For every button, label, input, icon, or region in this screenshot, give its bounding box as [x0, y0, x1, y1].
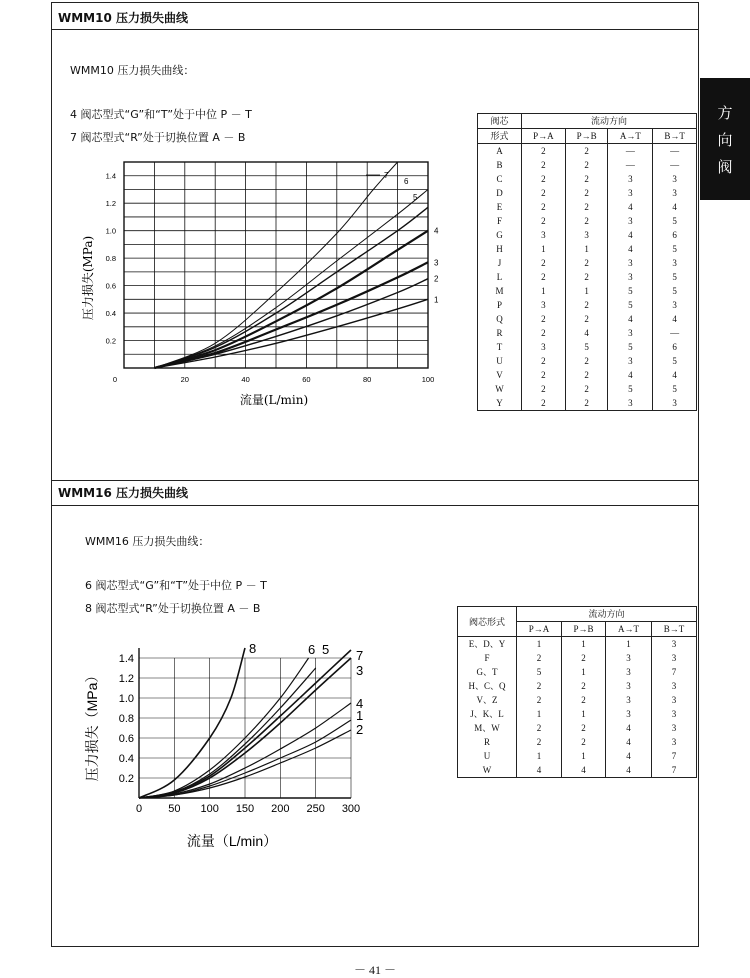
curve-number-cell: 2 [517, 651, 562, 665]
spool-type-cell: M [495, 286, 504, 296]
curve-number-cell: 3 [608, 214, 653, 228]
curve-number-cell: 3 [605, 707, 651, 721]
table-row [478, 214, 697, 228]
curve-number-cell: 2 [562, 693, 606, 707]
table-row [458, 735, 697, 749]
note-line: 4 阀芯型式“G”和“T”处于中位 P － T [70, 108, 252, 121]
curve-number-cell: 2 [562, 735, 606, 749]
curve-number-cell: 3 [651, 721, 696, 735]
curve-number-cell: 3 [651, 693, 696, 707]
curve-number-cell: 3 [605, 693, 651, 707]
y-tick-label: 0.4 [105, 309, 116, 319]
y-tick-label: 1.4 [118, 653, 134, 665]
x-tick-label: 40 [241, 375, 250, 384]
curve-number-cell: 4 [605, 721, 651, 735]
spool-type-cell: H [496, 244, 503, 254]
curve-number-cell: 1 [562, 749, 606, 763]
curve-number-cell: 2 [517, 735, 562, 749]
curve-number-cell: 6 [653, 340, 697, 354]
table-row [478, 186, 697, 200]
table-row [478, 256, 697, 270]
curve-number-cell: 3 [522, 298, 566, 312]
curve-number-cell: 4 [608, 368, 653, 382]
curve-number-cell: 2 [565, 354, 608, 368]
curve-number-cell: 4 [605, 749, 651, 763]
curve-number-cell: 2 [522, 368, 566, 382]
curve-number-cell: 5 [653, 270, 697, 284]
curve-number-cell: 2 [522, 144, 566, 159]
y-axis-label: 压力损失（MPa） [84, 668, 100, 782]
table-row [478, 354, 697, 368]
curve-number-cell: 5 [565, 340, 608, 354]
curve-number-cell: 2 [565, 214, 608, 228]
table-row [478, 312, 697, 326]
curve-number-cell: 6 [653, 228, 697, 242]
table-row [458, 707, 697, 721]
curve-label-1: 1 [356, 708, 364, 723]
curve-number-cell: 2 [522, 270, 566, 284]
curve-number-cell: 5 [608, 298, 653, 312]
curve-number-cell: 1 [605, 637, 651, 652]
curve-number-cell: — [653, 158, 697, 172]
section-heading: WMM16 压力损失曲线： [85, 535, 210, 548]
y-tick-label: 0.2 [118, 773, 134, 785]
table-row [458, 763, 697, 778]
curve-number-cell: 4 [608, 242, 653, 256]
y-tick-label: 0.6 [118, 733, 134, 745]
curve-number-cell: 3 [653, 172, 697, 186]
spool-type-cell: G [496, 230, 503, 240]
curve-number-cell: 3 [608, 256, 653, 270]
y-tick-label: 1.2 [105, 199, 116, 209]
page-number: － 41 － [353, 963, 396, 977]
curve-number-cell: 2 [522, 396, 566, 411]
curve-number-cell: 2 [522, 326, 566, 340]
table-row [478, 326, 697, 340]
curve-number-cell: 5 [653, 214, 697, 228]
x-tick-label: 200 [271, 803, 290, 815]
curve-number-cell: 2 [565, 144, 608, 159]
curve-number-cell: — [653, 144, 697, 159]
curve-number-cell: 4 [608, 200, 653, 214]
table-row [458, 721, 697, 735]
spool-type-cell: M、W [474, 723, 500, 733]
side-tab-char: 方 [717, 103, 733, 122]
curve-number-cell: 3 [605, 679, 651, 693]
y-tick-label: 0.4 [118, 753, 134, 765]
side-tab [700, 78, 750, 200]
curve-number-cell: 3 [565, 228, 608, 242]
table-row [458, 749, 697, 763]
curve-label-2: 2 [434, 274, 439, 284]
curve-number-cell: 4 [565, 326, 608, 340]
note-line: 8 阀芯型式“R”处于切换位置 A － B [85, 602, 261, 615]
spool-type-cell: L [496, 272, 503, 282]
curve-number-cell: 1 [562, 637, 606, 652]
spool-type-cell: R [483, 737, 490, 747]
y-tick-label: 0.8 [118, 713, 134, 725]
y-tick-label: 1.4 [105, 171, 116, 181]
curve-number-cell: 5 [653, 382, 697, 396]
table-header: 形式 [478, 129, 522, 144]
curve-label-3: 3 [434, 258, 439, 268]
curve-number-cell: 2 [565, 186, 608, 200]
table-row [478, 396, 697, 411]
x-tick-label: 60 [302, 375, 311, 384]
curve-number-cell: 4 [653, 200, 697, 214]
curve-number-cell: 7 [651, 749, 696, 763]
table-header: A→T [608, 129, 653, 144]
x-tick-label: 150 [235, 803, 255, 815]
table-row [458, 679, 697, 693]
table-header: 阀芯 [478, 114, 522, 129]
x-tick-label: 300 [341, 803, 361, 815]
curve-label-4: 4 [356, 696, 364, 711]
curve-number-cell: 4 [653, 312, 697, 326]
spool-type-cell: V、Z [476, 695, 498, 705]
curve-number-cell: 2 [565, 158, 608, 172]
curve-number-cell: 3 [651, 651, 696, 665]
spool-type-cell: T [496, 342, 503, 352]
curve-number-cell: 3 [653, 256, 697, 270]
x-tick-label: 0 [135, 803, 143, 815]
table-header: A→T [605, 622, 651, 637]
table-row [478, 270, 697, 284]
table-header: P→B [565, 129, 608, 144]
curve-number-cell: 2 [562, 651, 606, 665]
curve-number-cell: 3 [605, 665, 651, 679]
curve-number-cell: 3 [522, 340, 566, 354]
spool-type-cell: J、K、L [470, 709, 504, 719]
table-header: B→T [651, 622, 696, 637]
table-header: P→A [517, 622, 562, 637]
curve-number-cell: 2 [522, 382, 566, 396]
curve-label-4: 4 [434, 226, 439, 236]
curve-number-cell: 4 [605, 735, 651, 749]
x-tick-label: 100 [200, 803, 219, 815]
curve-number-cell: 2 [517, 679, 562, 693]
curve-number-cell: 1 [562, 707, 606, 721]
curve-number-cell: — [653, 326, 697, 340]
section-heading: WMM10 压力损失曲线： [70, 64, 195, 77]
y-axis-label: 压力损失(MPa) [81, 235, 95, 321]
y-tick-label: 1.0 [105, 226, 116, 236]
x-axis-label: 流量（L/min） [186, 833, 278, 849]
curve-number-cell: 3 [651, 707, 696, 721]
curve-number-cell: 2 [522, 312, 566, 326]
section-divider [51, 29, 699, 30]
note-line: 7 阀芯型式“R”处于切换位置 A － B [70, 131, 246, 144]
curve-number-cell: 2 [565, 270, 608, 284]
curve-number-cell: 1 [522, 284, 566, 298]
curve-number-cell: 5 [517, 665, 562, 679]
curve-label-5: 5 [413, 193, 418, 202]
y-tick-label: 0.6 [105, 281, 116, 291]
spool-type-cell: V [496, 370, 503, 380]
section-title: WMM10 压力损失曲线 [58, 11, 188, 25]
x-tick-label: 20 [180, 375, 189, 384]
curve-label-2: 2 [356, 722, 364, 737]
table-row [458, 651, 697, 665]
curve-number-cell: 5 [608, 284, 653, 298]
section-divider [51, 505, 699, 506]
curve-number-cell: 1 [565, 284, 608, 298]
spool-type-cell: G、T [476, 667, 498, 677]
curve-number-cell: 3 [608, 172, 653, 186]
curve-label-6: 6 [308, 642, 316, 657]
curve-number-cell: 3 [651, 637, 696, 652]
curve-number-cell: 3 [608, 396, 653, 411]
y-tick-label: 0.2 [105, 336, 116, 346]
curve-number-cell: 2 [522, 158, 566, 172]
section-divider [51, 480, 699, 481]
curve-number-cell: 3 [651, 679, 696, 693]
curve-number-cell: 2 [517, 721, 562, 735]
curve-number-cell: 2 [565, 200, 608, 214]
curve-number-cell: 1 [562, 665, 606, 679]
curve-label-6: 6 [404, 177, 409, 186]
x-axis-label: 流量(L/min) [239, 393, 309, 407]
curve-number-cell: 5 [608, 382, 653, 396]
curve-number-cell: 1 [517, 637, 562, 652]
spool-type-cell: B [496, 160, 503, 170]
curve-number-cell: 1 [565, 242, 608, 256]
curve-number-cell: 1 [517, 749, 562, 763]
curve-number-cell: — [608, 158, 653, 172]
table-row [458, 693, 697, 707]
table-row [478, 158, 697, 172]
table-row [478, 340, 697, 354]
curve-number-cell: 4 [608, 228, 653, 242]
spool-type-cell: E、D、Y [468, 639, 506, 649]
y-tick-label: 1.0 [118, 693, 134, 705]
curve-number-cell: 2 [565, 312, 608, 326]
curve-number-cell: 4 [605, 763, 651, 778]
wmm16-spec-table [457, 606, 697, 778]
y-tick-label: 1.2 [118, 673, 134, 685]
curve-number-cell: 2 [517, 693, 562, 707]
curve-number-cell: 7 [651, 763, 696, 778]
curve-number-cell: 3 [653, 298, 697, 312]
x-tick-label: 50 [168, 803, 181, 815]
note-line: 6 阀芯型式“G”和“T”处于中位 P － T [85, 579, 267, 592]
table-row [478, 172, 697, 186]
table-header: P→A [522, 129, 566, 144]
table-row [478, 144, 697, 159]
spool-type-cell: Y [496, 398, 503, 408]
curve-number-cell: 5 [608, 340, 653, 354]
spool-type-cell: R [496, 328, 503, 338]
curve-label-8: 8 [249, 641, 257, 656]
curve-number-cell: 1 [517, 707, 562, 721]
spool-type-cell: F [484, 653, 490, 663]
section-title: WMM16 压力损失曲线 [58, 486, 188, 500]
curve-number-cell: 3 [608, 354, 653, 368]
curve-number-cell: 2 [522, 256, 566, 270]
curve-number-cell: 3 [608, 186, 653, 200]
curve-number-cell: 2 [565, 172, 608, 186]
curve-label-3: 3 [356, 663, 364, 678]
curve-number-cell: 3 [522, 228, 566, 242]
spool-type-cell: Q [496, 314, 503, 324]
curve-label-7: 7 [356, 648, 364, 663]
x-tick-label: 80 [363, 375, 372, 384]
curve-number-cell: 2 [522, 186, 566, 200]
spool-type-cell: W [495, 384, 504, 394]
x-tick-label: 100 [421, 375, 435, 384]
x-tick-label: 0 [112, 375, 118, 384]
table-header: 流动方向 [517, 607, 697, 622]
spool-type-cell: P [496, 300, 502, 310]
spool-type-cell: C [496, 174, 503, 184]
spool-type-cell: F [496, 216, 502, 226]
curve-label-1: 1 [434, 295, 439, 305]
side-tab-char: 向 [717, 130, 733, 149]
table-row [458, 637, 697, 652]
curve-number-cell: 1 [522, 242, 566, 256]
curve-number-cell: 2 [565, 382, 608, 396]
curve-number-cell: 7 [651, 665, 696, 679]
curve-number-cell: 3 [605, 651, 651, 665]
spool-type-cell: W [482, 765, 492, 775]
table-row [478, 368, 697, 382]
curve-number-cell: 4 [653, 368, 697, 382]
table-header: 阀芯形式 [458, 607, 517, 637]
table-row [478, 382, 697, 396]
curve-number-cell: 4 [517, 763, 562, 778]
curve-number-cell: 2 [522, 200, 566, 214]
spool-type-cell: U [496, 356, 503, 366]
curve-number-cell: 4 [562, 763, 606, 778]
table-row [478, 228, 697, 242]
curve-label-7: 7 [384, 171, 389, 180]
curve-number-cell: — [608, 144, 653, 159]
curve-number-cell: 2 [522, 214, 566, 228]
spool-type-cell: E [496, 202, 503, 212]
table-row [478, 284, 697, 298]
curve-label-5: 5 [322, 642, 330, 657]
curve-number-cell: 3 [608, 326, 653, 340]
curve-number-cell: 2 [522, 354, 566, 368]
spool-type-cell: H、C、Q [468, 681, 506, 691]
x-tick-label: 250 [306, 803, 325, 815]
curve-number-cell: 3 [653, 186, 697, 200]
table-header: B→T [653, 129, 697, 144]
curve-number-cell: 5 [653, 242, 697, 256]
curve-number-cell: 4 [608, 312, 653, 326]
spool-type-cell: A [496, 146, 503, 156]
curve-number-cell: 2 [522, 172, 566, 186]
table-row [458, 665, 697, 679]
curve-number-cell: 2 [565, 396, 608, 411]
wmm10-spec-table [477, 113, 697, 411]
curve-number-cell: 2 [565, 298, 608, 312]
table-row [478, 200, 697, 214]
table-row [478, 242, 697, 256]
spool-type-cell: J [497, 258, 502, 268]
spool-type-cell: D [496, 188, 503, 198]
y-tick-label: 0.8 [105, 254, 116, 264]
side-tab-char: 阀 [717, 157, 733, 176]
curve-number-cell: 3 [608, 270, 653, 284]
curve-number-cell: 5 [653, 354, 697, 368]
curve-number-cell: 2 [562, 721, 606, 735]
curve-number-cell: 2 [565, 256, 608, 270]
table-header: 流动方向 [522, 114, 697, 129]
curve-number-cell: 2 [565, 368, 608, 382]
curve-number-cell: 5 [653, 284, 697, 298]
spool-type-cell: U [483, 751, 491, 761]
table-row [478, 298, 697, 312]
curve-number-cell: 3 [651, 735, 696, 749]
curve-number-cell: 3 [653, 396, 697, 411]
curve-number-cell: 2 [562, 679, 606, 693]
table-header: P→B [562, 622, 606, 637]
